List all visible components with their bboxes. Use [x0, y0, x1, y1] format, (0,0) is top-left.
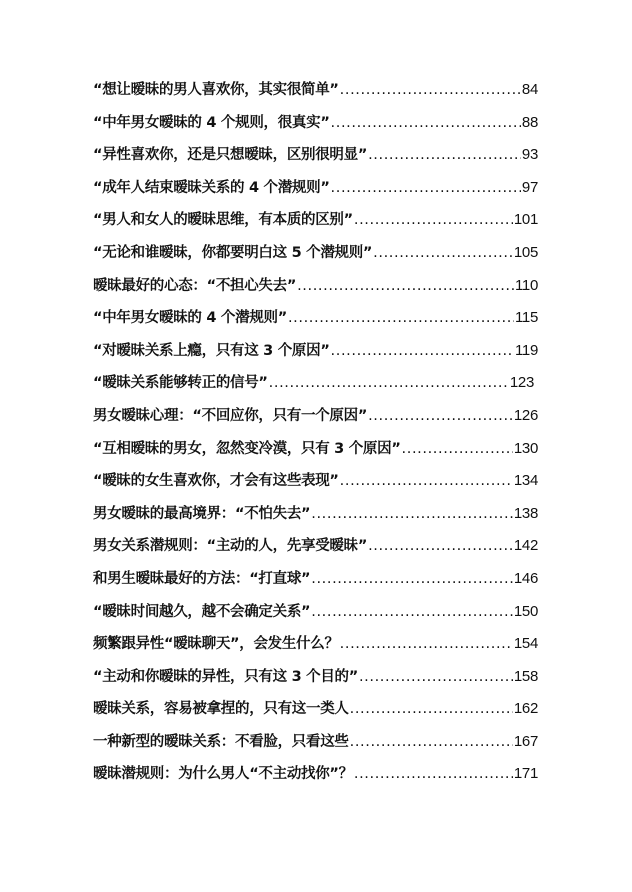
toc-entry-title: “中年男女暧昧的 4 个规则，很真实”: [93, 114, 330, 131]
toc-entry[interactable]: [93, 176, 538, 209]
toc-entry-title: “暧昧的女生喜欢你，才会有这些表现”: [93, 473, 339, 490]
toc-entry-page: 123: [509, 374, 534, 392]
toc-entry-title: 频繁跟异性“暧昧聊天”，会发生什么？: [93, 636, 339, 653]
toc-entry[interactable]: [93, 111, 538, 144]
dot-leader: [297, 278, 514, 294]
toc-entry-page: 126: [513, 406, 538, 424]
dot-leader: [359, 669, 513, 685]
toc-entry-title: 和男生暧昧最好的方法：“打直球”: [93, 570, 311, 587]
dot-leader: [402, 441, 513, 457]
toc-entry-title: 暧昧最好的心态：“不担心失去”: [93, 277, 297, 294]
toc-entry-title: “中年男女暧昧的 4 个潜规则”: [93, 310, 287, 327]
dot-leader: [350, 701, 513, 717]
dot-leader: [288, 310, 514, 326]
toc-entry-title: “异性喜欢你，还是只想暧昧，区别很明显”: [93, 147, 368, 164]
toc-entry-title: 男女暧昧的最高境界：“不怕失去”: [93, 505, 311, 522]
toc-entry[interactable]: [93, 404, 538, 437]
toc-entry-page: 88: [521, 113, 538, 131]
toc-entry[interactable]: [93, 274, 538, 307]
dot-leader: [340, 82, 521, 98]
toc-entry-page: 171: [513, 765, 538, 783]
toc-entry-title: 暧昧潜规则：为什么男人“不主动找你”？: [93, 766, 353, 783]
dot-leader: [354, 212, 513, 228]
toc-entry[interactable]: [93, 143, 538, 176]
toc-entry[interactable]: [93, 534, 538, 567]
toc-entry-title: “互相暧昧的男女，忽然变冷漠，只有 3 个原因”: [93, 440, 401, 457]
toc-entry-title: “暧昧关系能够转正的信号”: [93, 375, 268, 392]
toc-entry[interactable]: [93, 78, 538, 111]
toc-entry-page: 84: [521, 81, 538, 98]
toc-entry-page: 115: [514, 309, 538, 327]
toc-entry-title: 一种新型的暧昧关系：不看脸，只看这些: [93, 733, 349, 750]
toc-entry-title: 男女暧昧心理：“不回应你，只有一个原因”: [93, 407, 368, 424]
toc-entry[interactable]: [93, 339, 538, 372]
dot-leader: [311, 604, 513, 620]
toc-entry[interactable]: [93, 371, 534, 404]
dot-leader: [331, 180, 521, 196]
dot-leader: [368, 538, 513, 554]
toc-entry-page: 162: [513, 700, 538, 718]
table-of-contents: [93, 78, 538, 795]
toc-entry-page: 158: [513, 667, 538, 685]
toc-entry[interactable]: [93, 208, 538, 241]
dot-leader: [340, 636, 513, 652]
toc-entry-page: 142: [513, 537, 538, 555]
toc-entry[interactable]: [93, 241, 538, 274]
toc-entry-title: “成年人结束暧昧关系的 4 个潜规则”: [93, 179, 330, 196]
toc-entry-page: 167: [513, 732, 538, 750]
toc-entry[interactable]: [93, 632, 538, 665]
toc-entry[interactable]: [93, 762, 538, 795]
toc-entry-title: “对暧昧关系上瘾，只有这 3 个原因”: [93, 342, 330, 359]
dot-leader: [311, 506, 513, 522]
toc-entry-title: “主动和你暧昧的异性，只有这 3 个目的”: [93, 668, 358, 685]
toc-entry-title: 男女关系潜规则：“主动的人，先享受暧昧”: [93, 538, 368, 555]
toc-entry-page: 105: [513, 243, 538, 261]
dot-leader: [350, 734, 513, 750]
toc-entry-title: 暧昧关系，容易被拿捏的，只有这一类人: [93, 701, 349, 718]
dot-leader: [331, 343, 514, 359]
toc-entry-title: “无论和谁暧昧，你都要明白这 5 个潜规则”: [93, 244, 373, 261]
toc-entry-page: 119: [514, 341, 538, 359]
toc-entry[interactable]: [93, 730, 538, 763]
toc-entry-page: 154: [513, 635, 538, 653]
toc-entry[interactable]: [93, 469, 538, 502]
toc-entry-title: “暧昧时间越久，越不会确定关系”: [93, 603, 311, 620]
toc-entry[interactable]: [93, 665, 538, 698]
toc-entry-page: 93: [521, 146, 538, 164]
dot-leader: [373, 245, 513, 261]
toc-entry[interactable]: [93, 567, 538, 600]
dot-leader: [368, 408, 513, 424]
toc-entry[interactable]: [93, 502, 538, 535]
toc-entry-title: “男人和女人的暧昧思维，有本质的区别”: [93, 212, 353, 229]
toc-entry-page: 97: [521, 178, 538, 196]
toc-entry[interactable]: [93, 600, 538, 633]
toc-entry-page: 130: [513, 439, 538, 457]
toc-entry[interactable]: [93, 437, 538, 470]
dot-leader: [354, 766, 513, 782]
dot-leader: [311, 571, 513, 587]
dot-leader: [368, 147, 521, 163]
dot-leader: [269, 375, 509, 391]
toc-entry-title: “想让暧昧的男人喜欢你，其实很简单”: [93, 82, 339, 98]
toc-entry[interactable]: [93, 306, 538, 339]
toc-entry-page: 134: [513, 472, 538, 490]
toc-entry-page: 101: [513, 211, 538, 229]
dot-leader: [331, 115, 521, 131]
toc-entry-page: 150: [513, 602, 538, 620]
toc-entry-page: 110: [514, 276, 538, 294]
toc-entry-page: 138: [513, 504, 538, 522]
dot-leader: [340, 473, 513, 489]
toc-entry-page: 146: [513, 569, 538, 587]
toc-entry[interactable]: [93, 697, 538, 730]
